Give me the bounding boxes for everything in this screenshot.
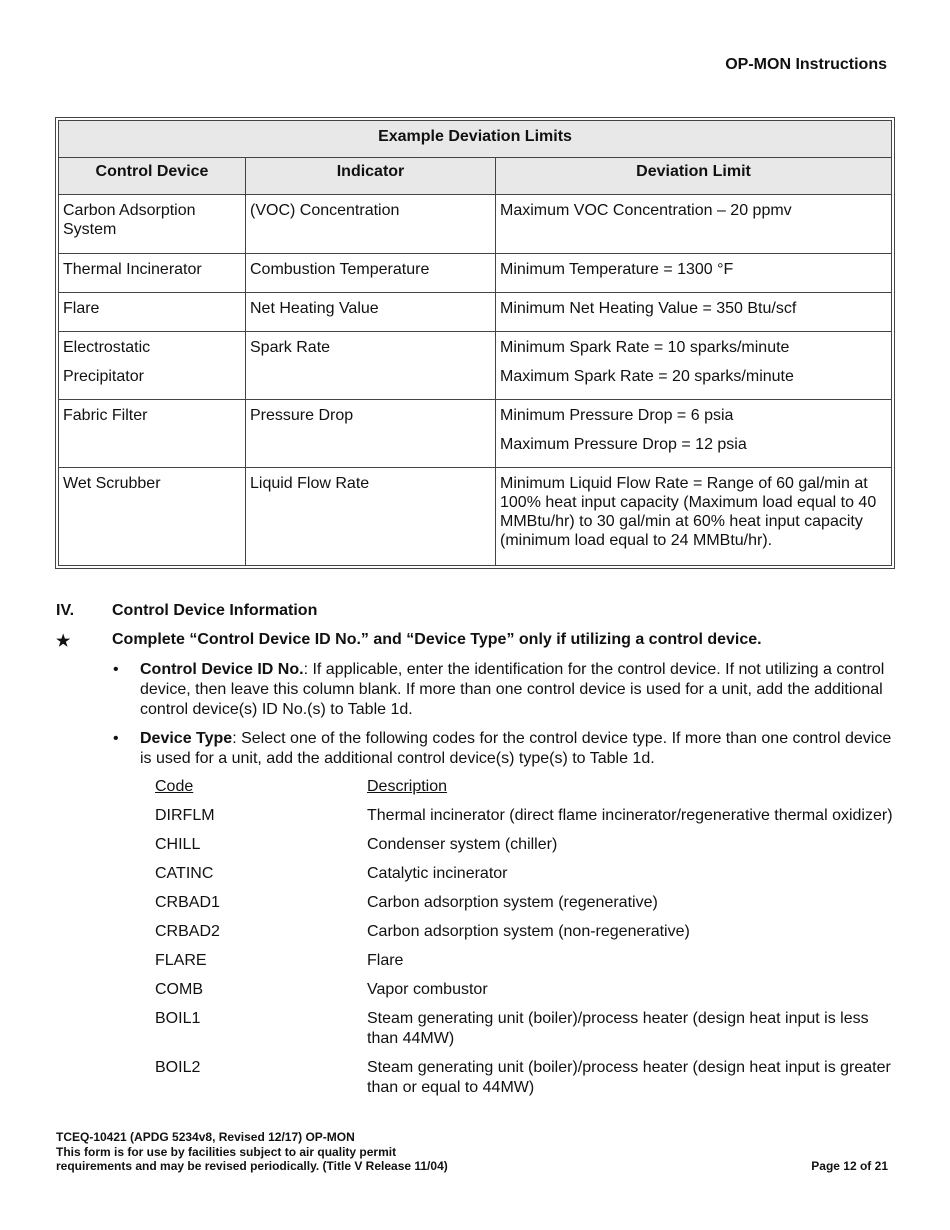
- list-item: [113, 729, 898, 769]
- indicator-cell: Pressure Drop: [246, 400, 496, 468]
- star-icon: ★: [56, 633, 71, 650]
- device-cell: [59, 332, 246, 400]
- bullet-text: : If applicable, enter the identification for the control device. If not utilizing a control device, then leave this column blank. If more than one control device is used for a unit, add the additional control device(s) ID No.(s) to Table 1d.: [140, 661, 885, 718]
- list-item: [155, 835, 895, 855]
- page-header-title: OP-MON Instructions: [725, 56, 887, 73]
- code-value: FLARE: [155, 952, 207, 969]
- table-row: [59, 332, 892, 400]
- limit-line: Minimum Spark Rate = 10 sparks/minute: [500, 339, 790, 356]
- code-description: Vapor combustor: [367, 981, 488, 998]
- bullet-text: : Select one of the following codes for the control device type. If more than one control device is used for a unit, add the additional control device(s) type(s) to Table 1d.: [140, 730, 892, 767]
- footer-note-line: requirements and may be revised periodically. (Title V Release 11/04): [56, 1159, 448, 1173]
- footer-form-id: TCEQ-10421 (APDG 5234v8, Revised 12/17) OP-MON: [56, 1130, 355, 1144]
- table-row: [59, 293, 892, 332]
- table-row: [59, 254, 892, 293]
- table-row: [59, 468, 892, 566]
- bullet-icon: •: [113, 661, 119, 678]
- deviation-limits-table: [55, 117, 895, 569]
- column-header-indicator: Indicator: [246, 158, 496, 195]
- list-item: [155, 951, 895, 971]
- list-item: [155, 922, 895, 942]
- limit-cell: [496, 332, 892, 400]
- indicator-cell: Net Heating Value: [246, 293, 496, 332]
- code-description: Carbon adsorption system (regenerative): [367, 894, 658, 911]
- limit-cell: [496, 400, 892, 468]
- code-value: DIRFLM: [155, 807, 215, 824]
- limit-cell: Minimum Temperature = 1300 °F: [496, 254, 892, 293]
- limit-cell: Maximum VOC Concentration – 20 ppmv: [496, 195, 892, 254]
- code-value: CHILL: [155, 836, 201, 853]
- bullet-icon: •: [113, 730, 119, 747]
- limit-line: Maximum Pressure Drop = 12 psia: [500, 436, 747, 453]
- code-description: Carbon adsorption system (non-regenerative): [367, 923, 690, 940]
- list-item: [155, 893, 895, 913]
- code-value: BOIL1: [155, 1010, 201, 1027]
- device-cell: Flare: [59, 293, 246, 332]
- device-code-list: [155, 777, 895, 1107]
- list-item: [155, 806, 895, 826]
- indicator-cell: (VOC) Concentration: [246, 195, 496, 254]
- indicator-cell: Spark Rate: [246, 332, 496, 400]
- limit-cell: Minimum Net Heating Value = 350 Btu/scf: [496, 293, 892, 332]
- code-list-header: [155, 777, 895, 797]
- code-description: Steam generating unit (boiler)/process heater (design heat input is greater than or equal to 44MW): [367, 1059, 891, 1096]
- device-cell: Fabric Filter: [59, 400, 246, 468]
- device-cell: Carbon Adsorption System: [59, 195, 246, 254]
- indicator-cell: Liquid Flow Rate: [246, 468, 496, 566]
- limit-cell: Minimum Liquid Flow Rate = Range of 60 gal/min at 100% heat input capacity (Maximum load equal to 40 MMBtu/hr) to 30 gal/min at 60% heat input capacity (minimum load equal to 24 MMBtu/hr).: [496, 468, 892, 566]
- code-description: Thermal incinerator (direct flame incinerator/regenerative thermal oxidizer): [367, 807, 893, 824]
- code-description: Steam generating unit (boiler)/process heater (design heat input is less than 44MW): [367, 1010, 869, 1047]
- bullet-label: Control Device ID No.: [140, 661, 304, 678]
- list-item: [155, 864, 895, 884]
- limit-line: Maximum Spark Rate = 20 sparks/minute: [500, 368, 794, 385]
- code-value: BOIL2: [155, 1059, 201, 1076]
- code-value: COMB: [155, 981, 203, 998]
- section-title: Control Device Information: [112, 602, 318, 619]
- code-header: Code: [155, 778, 194, 795]
- footer-note-line: This form is for use by facilities subject to air quality permit: [56, 1144, 397, 1159]
- page-number: Page 12 of 21: [811, 1159, 888, 1173]
- code-value: CRBAD1: [155, 894, 220, 911]
- table-caption: Example Deviation Limits: [59, 121, 892, 158]
- limit-line: Minimum Pressure Drop = 6 psia: [500, 407, 734, 424]
- description-header: Description: [367, 778, 448, 795]
- code-description: Catalytic incinerator: [367, 865, 508, 882]
- section-number: IV.: [56, 602, 75, 619]
- code-value: CRBAD2: [155, 923, 220, 940]
- bullet-label: Device Type: [140, 730, 233, 747]
- code-description: Flare: [367, 952, 404, 969]
- indicator-cell: Combustion Temperature: [246, 254, 496, 293]
- list-item: [155, 1058, 895, 1098]
- list-item: [113, 660, 898, 720]
- code-description: Condenser system (chiller): [367, 836, 558, 853]
- device-cell: Wet Scrubber: [59, 468, 246, 566]
- table-row: [59, 400, 892, 468]
- page-footer: [56, 1130, 888, 1174]
- device-cell-line: Electrostatic: [63, 339, 151, 356]
- column-header-deviation-limit: Deviation Limit: [496, 158, 892, 195]
- star-note-text: Complete “Control Device ID No.” and “Device Type” only if utilizing a control device.: [112, 631, 762, 648]
- code-value: CATINC: [155, 865, 214, 882]
- column-header-control-device: Control Device: [59, 158, 246, 195]
- list-item: [155, 1009, 895, 1049]
- table-row: [59, 195, 892, 254]
- list-item: [155, 980, 895, 1000]
- device-cell-line: Precipitator: [63, 368, 144, 385]
- device-cell: Thermal Incinerator: [59, 254, 246, 293]
